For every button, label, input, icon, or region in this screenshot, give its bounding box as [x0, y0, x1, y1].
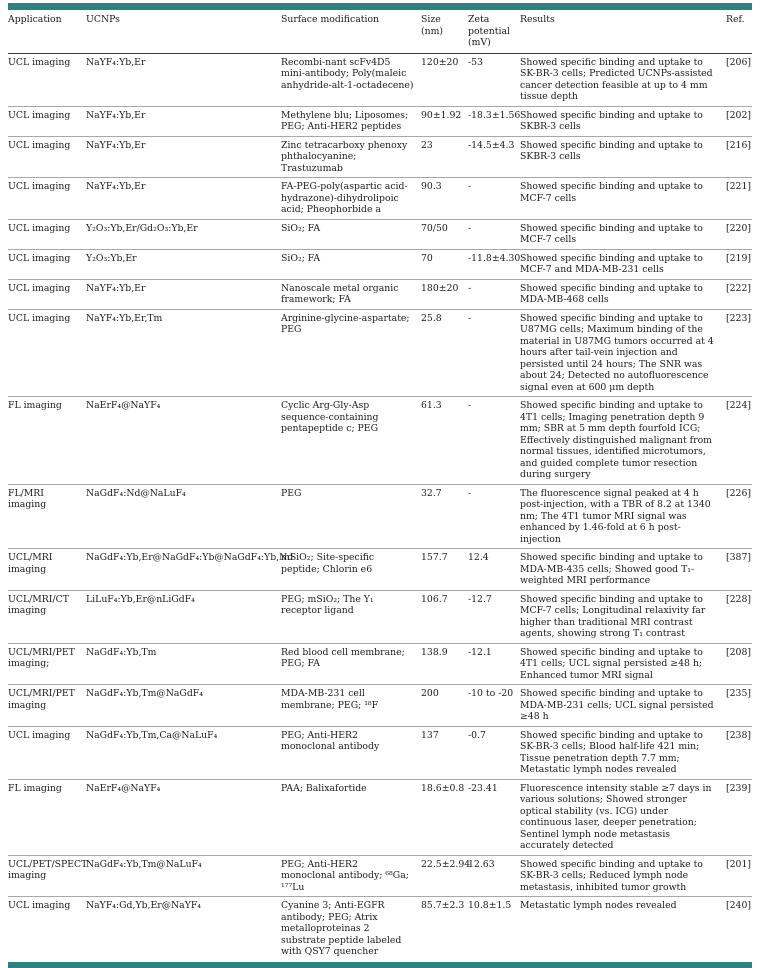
table-row: [8, 178, 752, 220]
cell-ucnps: NaYF₄:Yb,Er: [86, 53, 281, 106]
cell-size: 120±20: [421, 53, 468, 106]
cell-surface-modification: FA-PEG-poly(aspartic acid-hydrazone)-dihydrolipoic acid; Pheophorbide a: [281, 178, 421, 220]
table-row: [8, 136, 752, 178]
cell-surface-modification: PEG; mSiO₂; The Y₁ receptor ligand: [281, 590, 421, 643]
cell-application: UCL imaging: [8, 249, 86, 279]
cell-surface-modification: PEG; Anti-HER2 monoclonal antibody; ⁶⁸Ga; ¹⁷⁷Lu: [281, 855, 421, 897]
cell-application: UCL imaging: [8, 900, 71, 911]
cell-ref: [240]: [726, 900, 751, 911]
cell-results: Showed specific binding and uptake to MDA-MB-468 cells: [520, 279, 726, 309]
column-header-application: Application: [8, 10, 86, 53]
cell-results: Showed specific binding and uptake to MCF-7 and MDA-MB-231 cells: [520, 249, 726, 279]
cell-zeta-potential: 12.63: [468, 855, 520, 897]
cell-size: 32.7: [421, 484, 468, 549]
cell-results: Showed specific binding and uptake to MDA-MB-231 cells; UCL signal persisted ≥48 h: [520, 685, 726, 727]
cell-zeta-potential: -12.1: [468, 643, 520, 685]
table-row: [8, 726, 752, 779]
cell-application: FL imaging: [8, 397, 86, 485]
cell-application: UCL imaging: [8, 726, 86, 779]
cell-ref: [202]: [726, 106, 752, 136]
cell-surface-modification: SiO₂; FA: [281, 249, 421, 279]
cell-size: 200: [421, 685, 468, 727]
table-row: [8, 106, 752, 136]
table-row: [8, 309, 752, 397]
cell-results: Metastatic lymph nodes revealed: [520, 900, 677, 911]
table-row: [8, 53, 752, 106]
cell-ref: [208]: [726, 643, 752, 685]
cell-ref: [235]: [726, 685, 752, 727]
cell-ucnps: NaGdF₄:Yb,Tm@NaLuF₄: [86, 855, 281, 897]
table-row: [8, 855, 752, 897]
cell-ucnps: NaYF₄:Yb,Er: [86, 136, 281, 178]
cell-ucnps: NaYF₄:Yb,Er,Tm: [86, 309, 281, 397]
cell-ucnps: NaGdF₄:Yb,Tm,Ca@NaLuF₄: [86, 726, 281, 779]
cell-ucnps: NaErF₄@NaYF₄: [86, 397, 281, 485]
cell-ucnps: NaGdF₄:Yb,Tm: [86, 643, 281, 685]
cell-surface-modification: PAA; Balixafortide: [281, 779, 421, 855]
cell-results: Showed specific binding and uptake to MDA-MB-435 cells; Showed good T₁-weighted MRI performance: [520, 549, 726, 591]
cell-surface-modification: MDA-MB-231 cell membrane; PEG; ¹⁸F: [281, 685, 421, 727]
cell-ucnps: Y₂O₃:Yb,Er: [86, 249, 281, 279]
cell-zeta-potential: -11.8±4.30: [468, 249, 520, 279]
cell-application: UCL imaging: [8, 219, 86, 249]
column-header-surface-modification: Surface modification: [281, 10, 421, 53]
table-header-row: [8, 10, 752, 53]
cell-results: Showed specific binding and uptake to 4T1 cells; UCL signal persisted ≥48 h; Enhanced tumor MRI signal: [520, 643, 726, 685]
table-row: [8, 643, 752, 685]
cell-application: UCL imaging: [8, 106, 86, 136]
cell-zeta-potential: -: [468, 279, 520, 309]
cell-zeta-potential: -: [468, 484, 520, 549]
cell-results: Showed specific binding and uptake to 4T1 cells; Imaging penetration depth 9 mm; SBR at 5 mm depth fourfold ICG; Effectively distinguished malignant from normal tissues, identified microtumors, and guided complete tumor resection during surgery: [520, 397, 726, 485]
cell-zeta-potential: -0.7: [468, 726, 520, 779]
table-row: [8, 219, 752, 249]
cell-zeta-potential: -: [468, 219, 520, 249]
cell-ref: [238]: [726, 726, 752, 779]
cell-results: Showed specific binding and uptake to SKBR-3 cells: [520, 136, 726, 178]
cell-results: Showed specific binding and uptake to U87MG cells; Maximum binding of the material in U87MG tumors occurred at 4 hours after tail-vein injection and persisted until 24 hours; The SNR was about 24; Detected no autofluorescence signal even at 600 μm depth: [520, 309, 726, 397]
cell-surface-modification: Nanoscale metal organic framework; FA: [281, 279, 421, 309]
cell-application: UCL/PET/SPECT imaging: [8, 855, 86, 897]
column-header-size: Size (nm): [421, 10, 468, 53]
cell-ref: [387]: [726, 549, 752, 591]
cell-surface-modification: Methylene blu; Liposomes; PEG; Anti-HER2 peptides: [281, 106, 421, 136]
column-header-results: Results: [520, 10, 726, 53]
table-row: [8, 397, 752, 485]
cell-ucnps: NaErF₄@NaYF₄: [86, 779, 281, 855]
table-top-accent-bar: [8, 3, 752, 10]
cell-results: Showed specific binding and uptake to SKBR-3 cells: [520, 106, 726, 136]
cell-application: UCL imaging: [8, 136, 86, 178]
cell-ref: [223]: [726, 309, 752, 397]
cell-results: Showed specific binding and uptake to SK-BR-3 cells; Predicted UCNPs-assisted cancer detection feasible at up to 4 mm tissue depth: [520, 53, 726, 106]
cell-ucnps: NaGdF₄:Nd@NaLuF₄: [86, 484, 281, 549]
cell-ref: [216]: [726, 136, 752, 178]
cell-application: UCL/MRI/CT imaging: [8, 590, 86, 643]
cell-ref: [201]: [726, 855, 752, 897]
cell-size: 157.7: [421, 549, 468, 591]
cell-application: UCL imaging: [8, 309, 86, 397]
cell-size: 70/50: [421, 219, 468, 249]
cell-surface-modification: PEG: [281, 484, 421, 549]
cell-surface-modification: PEG; Anti-HER2 monoclonal antibody: [281, 726, 421, 779]
cell-zeta-potential: -12.7: [468, 590, 520, 643]
table-header: [8, 10, 752, 53]
cell-surface-modification: Red blood cell membrane; PEG; FA: [281, 643, 421, 685]
cell-application: UCL/MRI imaging: [8, 549, 86, 591]
cell-size: 180±20: [421, 279, 468, 309]
cell-results: Showed specific binding and uptake to SK-BR-3 cells; Reduced lymph node metastasis, inhibited tumor growth: [520, 855, 726, 897]
cell-surface-modification: SiO₂; FA: [281, 219, 421, 249]
cell-results: Showed specific binding and uptake to MCF-7 cells: [520, 219, 726, 249]
cell-size: 90.3: [421, 178, 468, 220]
cell-zeta-potential: -53: [468, 53, 520, 106]
cell-ref: [219]: [726, 249, 752, 279]
cell-application: UCL/MRI/PET imaging;: [8, 643, 86, 685]
cell-size: 106.7: [421, 590, 468, 643]
cell-surface-modification: mSiO₂; Site-specific peptide; Chlorin e6: [281, 549, 421, 591]
column-header-ref: Ref.: [726, 10, 752, 53]
cell-size: 25.8: [421, 309, 468, 397]
cell-size: 18.6±0.8: [421, 779, 468, 855]
column-header-ucnps: UCNPs: [86, 10, 281, 53]
table-bottom-accent-bar: [8, 962, 752, 968]
cell-zeta-potential: 10.8±1.5: [468, 900, 512, 911]
cell-results: Showed specific binding and uptake to MCF-7 cells; Longitudinal relaxivity far higher than traditional MRI contrast agents, showing strong T₁ contrast: [520, 590, 726, 643]
cell-application: UCL/MRI/PET imaging: [8, 685, 86, 727]
cell-size: 22.5±2.94: [421, 855, 468, 897]
cell-size: 85.7±2.3: [421, 900, 465, 911]
cell-surface-modification: Zinc tetracarboxy phenoxy phthalocyanine; Trastuzumab: [281, 136, 421, 178]
table-row: [8, 549, 752, 591]
table-row: [8, 590, 752, 643]
table-row: [8, 779, 752, 855]
cell-ref: [228]: [726, 590, 752, 643]
cell-ref: [220]: [726, 219, 752, 249]
cell-application: UCL imaging: [8, 279, 86, 309]
cell-ucnps: NaYF₄:Gd,Yb,Er@NaYF₄: [86, 900, 202, 911]
cell-ref: [224]: [726, 397, 752, 485]
cell-ucnps: NaGdF₄:Yb,Tm@NaGdF₄: [86, 685, 281, 727]
cell-surface-modification: Recombi-nant scFv4D5 mini-antibody; Poly(maleic anhydride-alt-1-octadecene): [281, 53, 421, 106]
cell-size: 137: [421, 726, 468, 779]
cell-results: Showed specific binding and uptake to SK-BR-3 cells; Blood half-life 421 min; Tissue penetration depth 7.7 mm; Metastatic lymph nodes revealed: [520, 726, 726, 779]
cell-size: 23: [421, 136, 468, 178]
cell-results: Fluorescence intensity stable ≥7 days in various solutions; Showed stronger optical stability (vs. ICG) under continuous laser, deeper penetration; Sentinel lymph node metastasis accurately detected: [520, 779, 726, 855]
cell-size: 138.9: [421, 643, 468, 685]
table-row: [8, 897, 752, 961]
cell-zeta-potential: -14.5±4.3: [468, 136, 520, 178]
cell-ref: [239]: [726, 779, 752, 855]
cell-ref: [222]: [726, 279, 752, 309]
table-row: [8, 685, 752, 727]
cell-zeta-potential: 12.4: [468, 549, 520, 591]
cell-results: The fluorescence signal peaked at 4 h post-injection, with a TBR of 8.2 at 1340 nm; The 4T1 tumor MRI signal was enhanced by 1.46-fold at 6 h post-injection: [520, 484, 726, 549]
cell-zeta-potential: -10 to -20: [468, 685, 520, 727]
cell-results: Showed specific binding and uptake to MCF-7 cells: [520, 178, 726, 220]
cell-zeta-potential: -: [468, 309, 520, 397]
cell-surface-modification: Arginine-glycine-aspartate; PEG: [281, 309, 421, 397]
cell-application: UCL imaging: [8, 53, 86, 106]
cell-zeta-potential: -18.3±1.56: [468, 106, 520, 136]
table-row: [8, 279, 752, 309]
cell-application: FL imaging: [8, 779, 86, 855]
cell-ref: [221]: [726, 178, 752, 220]
cell-size: 70: [421, 249, 468, 279]
cell-application: FL/MRI imaging: [8, 484, 86, 549]
cell-surface-modification: Cyclic Arg-Gly-Asp sequence-containing pentapeptide c; PEG: [281, 397, 421, 485]
table-body: [8, 53, 752, 961]
cell-ucnps: Y₂O₃:Yb,Er/Gd₂O₃:Yb,Er: [86, 219, 281, 249]
cell-ref: [226]: [726, 484, 752, 549]
cell-ucnps: NaGdF₄:Yb,Er@NaGdF₄:Yb@NaGdF₄:Yb,Nd: [86, 549, 281, 591]
column-header-zeta-potential: Zeta potential (mV): [468, 10, 520, 53]
cell-application: UCL imaging: [8, 178, 86, 220]
cell-ucnps: NaYF₄:Yb,Er: [86, 279, 281, 309]
ucnp-imaging-table: [8, 10, 752, 961]
cell-surface-modification: Cyanine 3; Anti-EGFR antibody; PEG; Atrix metalloproteinas 2 substrate peptide labeled with QSY7 quencher: [281, 900, 402, 957]
cell-ucnps: NaYF₄:Yb,Er: [86, 178, 281, 220]
cell-size: 90±1.92: [421, 106, 468, 136]
table-row: [8, 249, 752, 279]
cell-ucnps: LiLuF₄:Yb,Er@nLiGdF₄: [86, 590, 281, 643]
cell-zeta-potential: -: [468, 178, 520, 220]
cell-ucnps: NaYF₄:Yb,Er: [86, 106, 281, 136]
cell-ref: [206]: [726, 53, 752, 106]
cell-size: 61.3: [421, 397, 468, 485]
table-row: [8, 484, 752, 549]
cell-zeta-potential: -23.41: [468, 779, 520, 855]
cell-zeta-potential: -: [468, 397, 520, 485]
